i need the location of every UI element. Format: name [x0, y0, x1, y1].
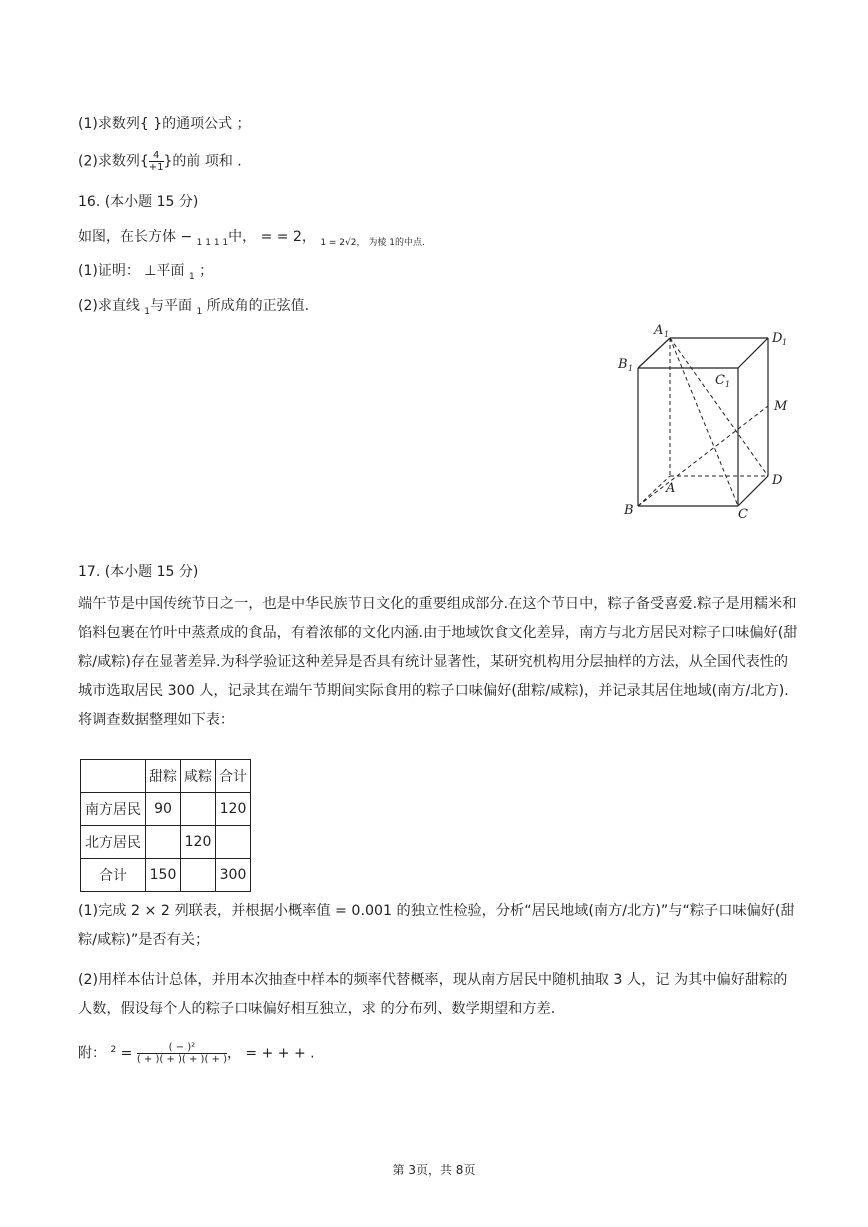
appendix-label: 附： — [78, 1045, 106, 1062]
page-footer: 第 3页，共 8页 — [392, 1163, 476, 1177]
q17-appendix — [78, 1041, 315, 1065]
segment-A1D — [670, 338, 768, 476]
q17-part2: (2)用样本估计总体，并用本次抽查中样本的频率代替概率，现从南方居民中随机抽取 3 人，记 为其中偏好甜粽的人数，假设每个人的粽子口味偏好相互独立，求 的分布列、数学期望和方差. — [78, 972, 788, 1017]
table-cell: 120 — [216, 793, 251, 826]
q16-part2-sub1: 1 — [144, 306, 151, 317]
table-cell: 合计 — [216, 760, 251, 793]
chi-square-formula — [137, 1042, 227, 1065]
q16-part1 — [78, 262, 213, 286]
q16-stem — [78, 228, 425, 252]
q16-part2-sub2: 1 — [196, 306, 203, 317]
appendix-eq: = — [116, 1045, 137, 1062]
table-cell: 北方居民 — [81, 826, 146, 859]
table-header-row — [81, 760, 251, 793]
q16-stem-b: 中， = = 2， — [228, 229, 321, 245]
q15-part2 — [78, 150, 242, 173]
q15-frac-denominator: +1 — [148, 162, 164, 173]
q16-stem-a: 如图，在长方体 − — [78, 229, 197, 245]
table-cell — [81, 760, 146, 793]
table-cell — [216, 826, 251, 859]
label-A1: A — [654, 323, 664, 338]
q15-part1: (1)求数列{ }的通项公式 ； — [78, 116, 251, 132]
table-cell: 150 — [146, 859, 181, 892]
table-cell: 甜粽 — [146, 760, 181, 793]
q16-part2-c: 与平面 — [150, 298, 197, 314]
appendix-tail: ， = + + + . — [226, 1045, 315, 1062]
label-C1-sub: 1 — [725, 380, 731, 389]
q16-part1-c: ； — [194, 263, 214, 279]
table-cell — [181, 859, 216, 892]
appendix-chi-sup: 2 — [110, 1045, 117, 1055]
edge-A1B1 — [638, 338, 670, 368]
q17-header: 17. (本小题 15 分) — [78, 564, 199, 580]
table-cell: 咸粽 — [181, 760, 216, 793]
q16-header: 16. (本小题 15 分) — [78, 194, 199, 210]
q17-stem: 端午节是中国传统节日之一，也是中华民族节日文化的重要组成部分.在这个节日中，粽子备受喜爱.粽子是用糯米和馅料包裹在竹叶中蒸煮成的食品，有着浓郁的文化内涵.由于地域饮食文化差异，南方与北方居民对粽子口味偏好(甜粽/咸粽)存在显著差异.为科学验证这种差异是否具有统计显著性，某研究机构用分层抽样的方法，从全国代表性的城市选取居民 300 人，记录其在端午节期间实际食用的粽子口味偏好(甜粽/咸粽)，并记录其居住地域(南方/北方).将调查数据整理如下表： — [78, 596, 798, 728]
table-cell — [146, 826, 181, 859]
cuboid-figure — [610, 318, 800, 523]
q16-stem-sub: 1 1 1 1 — [196, 237, 229, 248]
q15-frac-numerator: 4 — [149, 150, 164, 162]
table-row — [81, 826, 251, 859]
q16-part2-a: (2)求直线 — [78, 298, 145, 314]
q16-part2-e: 所成角的正弦值. — [202, 298, 310, 314]
q17-part1: (1)完成 2 × 2 列联表，并根据小概率值 = 0.001 的独立性检验，分析“居民地域(南方/北方)”与“粽子口味偏好(甜粽/咸粽)”是否有关； — [78, 903, 795, 948]
q15-part2-suffix: }的前 项和 . — [163, 153, 242, 170]
table-cell: 合计 — [81, 859, 146, 892]
q15-fraction — [149, 150, 164, 173]
table-row — [81, 793, 251, 826]
table-cell: 南方居民 — [81, 793, 146, 826]
q16-part1-a: (1)证明： ⊥平面 — [78, 263, 189, 279]
q15-part2-prefix: (2)求数列{ — [78, 153, 149, 170]
segment-BM — [638, 406, 768, 506]
table-cell — [181, 793, 216, 826]
label-C: C — [738, 507, 748, 522]
label-D: D — [772, 473, 783, 488]
edge-CD — [738, 476, 768, 506]
edge-C1D1 — [738, 338, 768, 368]
q16-part2 — [78, 297, 309, 321]
q16-stem-c: 1 = 2√2， 为棱 — [320, 237, 390, 248]
label-B1: B — [618, 357, 628, 372]
contingency-table — [80, 759, 251, 892]
label-B: B — [624, 503, 634, 518]
label-M: M — [774, 399, 788, 414]
label-D1-sub: 1 — [782, 338, 788, 347]
formula-denominator: ( + )( + )( + )( + ) — [136, 1054, 227, 1066]
segment-A1C — [670, 338, 738, 506]
table-row — [81, 859, 251, 892]
table-cell: 120 — [181, 826, 216, 859]
table-cell: 300 — [216, 859, 251, 892]
label-B1-sub: 1 — [628, 364, 634, 373]
q16-part1-sub: 1 — [188, 271, 195, 282]
label-A: A — [666, 481, 676, 496]
formula-numerator: ( − )² — [137, 1042, 227, 1054]
q16-stem-d: 1的中点. — [389, 237, 425, 248]
label-C1: C — [715, 373, 725, 388]
label-D1: D — [772, 331, 783, 346]
label-A1-sub: 1 — [664, 330, 670, 339]
table-cell: 90 — [146, 793, 181, 826]
